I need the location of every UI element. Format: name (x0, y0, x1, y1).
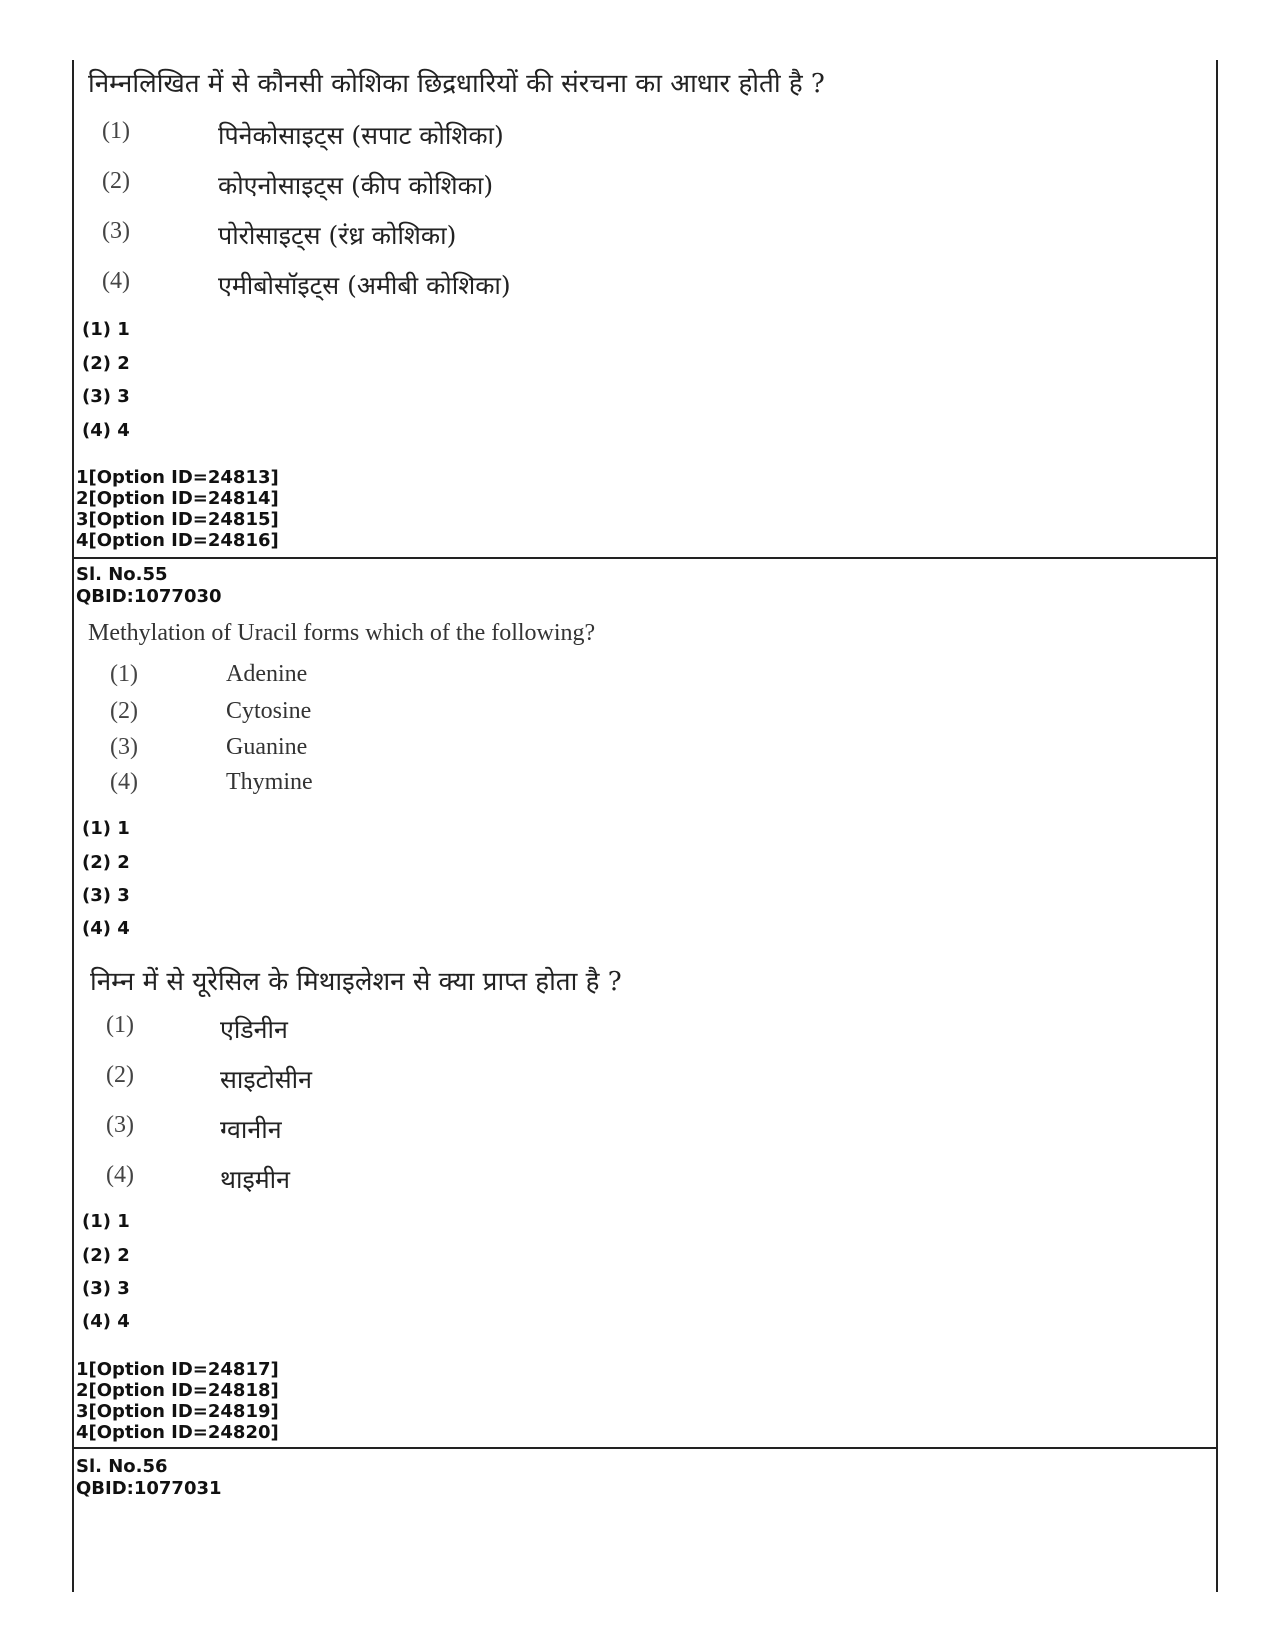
option-number: (3) (106, 1112, 134, 1138)
option-number: (2) (110, 698, 138, 724)
option-text-hindi: एमीबोसॉइट्स (अमीबी कोशिका) (218, 271, 511, 300)
serial-number: Sl. No.55 (76, 564, 168, 585)
option-number: (2) (106, 1062, 134, 1088)
option-id: 2[Option ID=24814] (76, 488, 279, 509)
option-number: (3) (110, 734, 138, 760)
option-id: 3[Option ID=24815] (76, 509, 279, 530)
option-text-english: Thymine (226, 769, 313, 795)
option-id: 2[Option ID=24818] (76, 1380, 279, 1401)
qbid: QBID:1077031 (76, 1478, 222, 1499)
answer-choice: (1) 1 (82, 319, 130, 340)
qbid: QBID:1077030 (76, 586, 222, 607)
question-text-hindi: निम्न में से यूरेसिल के मिथाइलेशन से क्या प्राप्त होता है ? (90, 967, 622, 997)
answer-choice: (2) 2 (82, 353, 130, 374)
option-number: (1) (110, 661, 138, 687)
answer-choice: (3) 3 (82, 885, 130, 906)
answer-choice: (3) 3 (82, 386, 130, 407)
option-id: 1[Option ID=24817] (76, 1359, 279, 1380)
option-text-hindi: पिनेकोसाइट्स (सपाट कोशिका) (218, 121, 504, 150)
option-id: 1[Option ID=24813] (76, 467, 279, 488)
answer-choice: (3) 3 (82, 1278, 130, 1299)
answer-choice: (2) 2 (82, 852, 130, 873)
option-text-english: Adenine (226, 661, 308, 687)
option-number: (4) (106, 1162, 134, 1188)
option-id: 4[Option ID=24816] (76, 530, 279, 551)
option-id: 3[Option ID=24819] (76, 1401, 279, 1422)
answer-choice: (2) 2 (82, 1245, 130, 1266)
question-text-hindi: निम्नलिखित में से कौनसी कोशिका छिद्रधारियों की संरचना का आधार होती है ? (88, 69, 825, 99)
option-number: (4) (110, 769, 138, 795)
answer-choice: (4) 4 (82, 1311, 130, 1332)
answer-choice: (1) 1 (82, 1211, 130, 1232)
option-number: (2) (102, 168, 130, 194)
option-text-hindi: कोएनोसाइट्स (कीप कोशिका) (218, 171, 494, 200)
answer-choice: (4) 4 (82, 420, 130, 441)
option-text-english: Guanine (226, 734, 308, 760)
option-number: (4) (102, 268, 130, 294)
answer-choice: (1) 1 (82, 818, 130, 839)
option-id: 4[Option ID=24820] (76, 1422, 279, 1443)
option-number: (3) (102, 218, 130, 244)
option-text-hindi: साइटोसीन (220, 1065, 312, 1094)
serial-number: Sl. No.56 (76, 1456, 168, 1477)
option-number: (1) (102, 118, 130, 144)
question-divider (72, 1447, 1216, 1449)
question-divider (72, 557, 1216, 559)
option-text-hindi: एडिनीन (220, 1015, 288, 1044)
option-text-english: Cytosine (226, 698, 312, 724)
answer-choice: (4) 4 (82, 918, 130, 939)
option-text-hindi: पोरोसाइट्स (रंध्र कोशिका) (218, 221, 457, 250)
option-number: (1) (106, 1012, 134, 1038)
option-text-hindi: ग्वानीन (220, 1115, 282, 1144)
option-text-hindi: थाइमीन (220, 1165, 291, 1194)
question-text-english: Methylation of Uracil forms which of the following? (88, 620, 596, 646)
